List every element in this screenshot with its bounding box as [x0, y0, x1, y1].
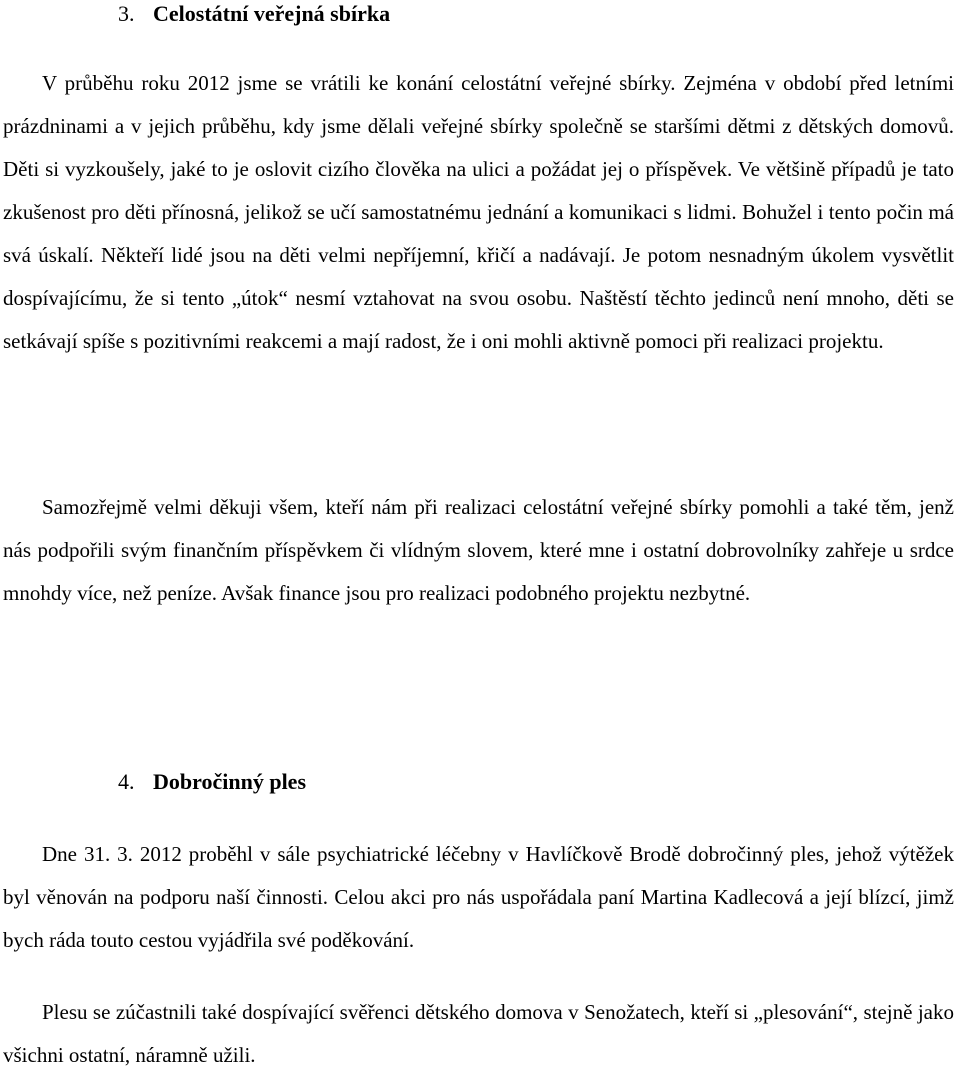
section-heading-public-collection	[118, 1, 390, 27]
paragraph-collection-intro: V průběhu roku 2012 jsme se vrátili ke konání celostátní veřejné sbírky. Zejména v období před letními prázdninami a v jejich průběhu, kdy jsme dělali veřejné sbírky společně se staršími dětmi z dětských domovů. Děti si vyzkoušely, jaké to je oslovit cizího člověka na ulici a požádat jej o příspěvek. Ve většině případů je tato zkušenost pro děti přínosná, jelikož se učí samostatnému jednání a komunikaci s lidmi. Bohužel i tento počin má svá úskalí. Někteří lidé jsou na děti velmi nepříjemní, křičí a nadávají. Je potom nesnadným úkolem vysvětlit dospívajícímu, že si tento „útok“ nesmí vztahovat na svou osobu. Naštěstí těchto jedinců není mnoho, děti se setkávají spíše s pozitivními reakcemi a mají radost, že i oni mohli aktivně pomoci při realizaci projektu.	[3, 71, 954, 353]
section-number: 4.	[118, 769, 135, 794]
paragraph-ball-event: Dne 31. 3. 2012 proběhl v sále psychiatrické léčebny v Havlíčkově Brodě dobročinný ples, jehož výtěžek byl věnován na podporu naší činnosti. Celou akci pro nás uspořádala paní Martina Kadlecová a její blízcí, jimž bych ráda touto cestou vyjádřila své poděkování.	[3, 842, 954, 952]
section-heading-charity-ball	[118, 769, 306, 795]
paragraph-ball-participants: Plesu se zúčastnili také dospívající svěřenci dětského domova v Senožatech, kteří si „plesování“, stejně jako všichni ostatní, náramně užili.	[3, 1000, 954, 1067]
section-title: Dobročinný ples	[153, 769, 307, 794]
section-title: Celostátní veřejná sbírka	[153, 1, 391, 26]
paragraph-collection-thanks: Samozřejmě velmi děkuji všem, kteří nám při realizaci celostátní veřejné sbírky pomohli a také těm, jenž nás podpořili svým finančním příspěvkem či vlídným slovem, které mne i ostatní dobrovolníky zahřeje u srdce mnohdy více, než peníze. Avšak finance jsou pro realizaci podobného projektu nezbytné.	[3, 495, 954, 605]
section-number: 3.	[118, 1, 135, 26]
